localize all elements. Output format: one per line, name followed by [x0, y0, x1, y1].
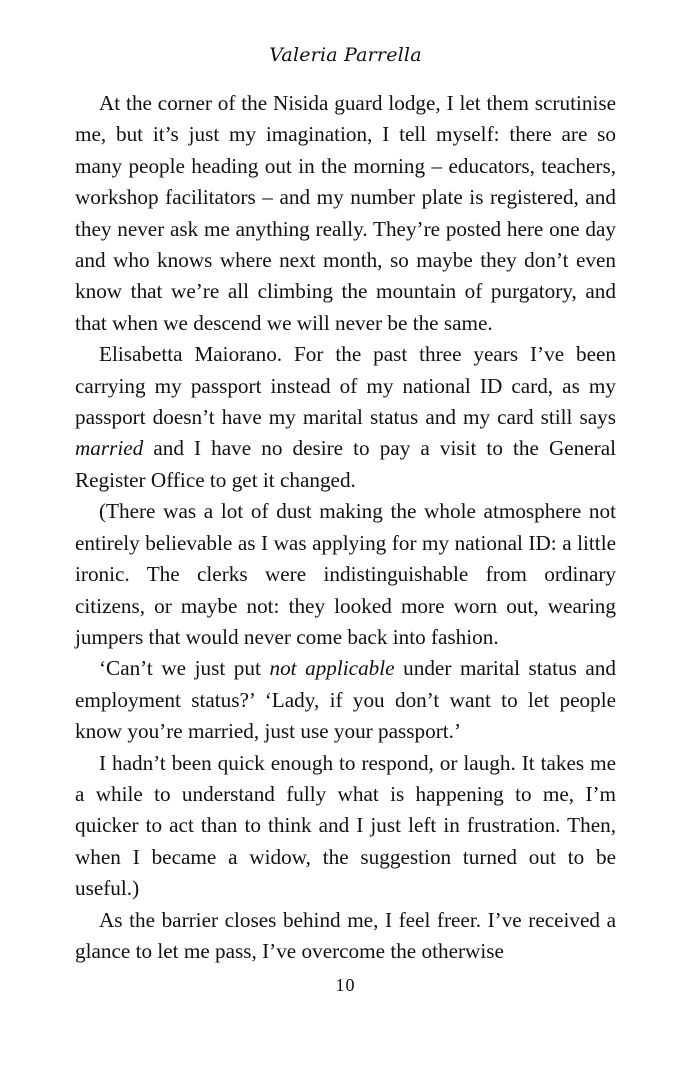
paragraph-2-part-2: and I have no desire to pay a visit to the General Register Office to get it changed.	[75, 436, 616, 492]
paragraph-2	[75, 339, 616, 496]
page-number: 10	[335, 975, 356, 995]
paragraph-4-emphasis: not applicable	[269, 656, 395, 681]
paragraph-4-part-2: under marital status and employment status?’ ‘Lady, if you don’t want to let people know you’re married, just use your passport.’	[75, 656, 616, 744]
paragraph-4	[75, 653, 616, 747]
paragraph-3: (There was a lot of dust making the whole atmosphere not entirely believable as I was applying for my national ID: a little ironic. The clerks were indistinguishable from ordinary citizens, or maybe not: they looked more worn out, wearing jumpers that would never come back into fashion.	[75, 499, 616, 649]
paragraph-4-part-1: ‘Can’t we just put	[99, 656, 270, 681]
paragraph-6: As the barrier closes behind me, I feel freer. I’ve received a glance to let me pass, I’ve overcome the otherwise	[75, 907, 616, 963]
body-text	[75, 88, 616, 967]
paragraph-1: At the corner of the Nisida guard lodge, I let them scrutinise me, but it’s just my imagination, I tell myself: there are so many people heading out in the morning – educators, teachers, workshop facilitators – and my number plate is registered, and they never ask me anything really. They’re posted here one day and who knows where next month, so maybe they don’t even know that we’re all climbing the mountain of purgatory, and that when we descend we will never be the same.	[75, 91, 616, 335]
paragraph-5: I hadn’t been quick enough to respond, or laugh. It takes me a while to understand fully what is happening to me, I’m quicker to act than to think and I just left in frustration. Then, when I became a widow, the suggestion turned out to be useful.)	[75, 750, 616, 901]
paragraph-2-part-1: Elisabetta Maiorano. For the past three years I’ve been carrying my passport instead of my national ID card, as my passport doesn’t have my marital status and my card still says	[75, 342, 616, 430]
paragraph-2-emphasis: married	[75, 436, 144, 461]
running-head-author: Valeria Parrella	[269, 44, 422, 66]
